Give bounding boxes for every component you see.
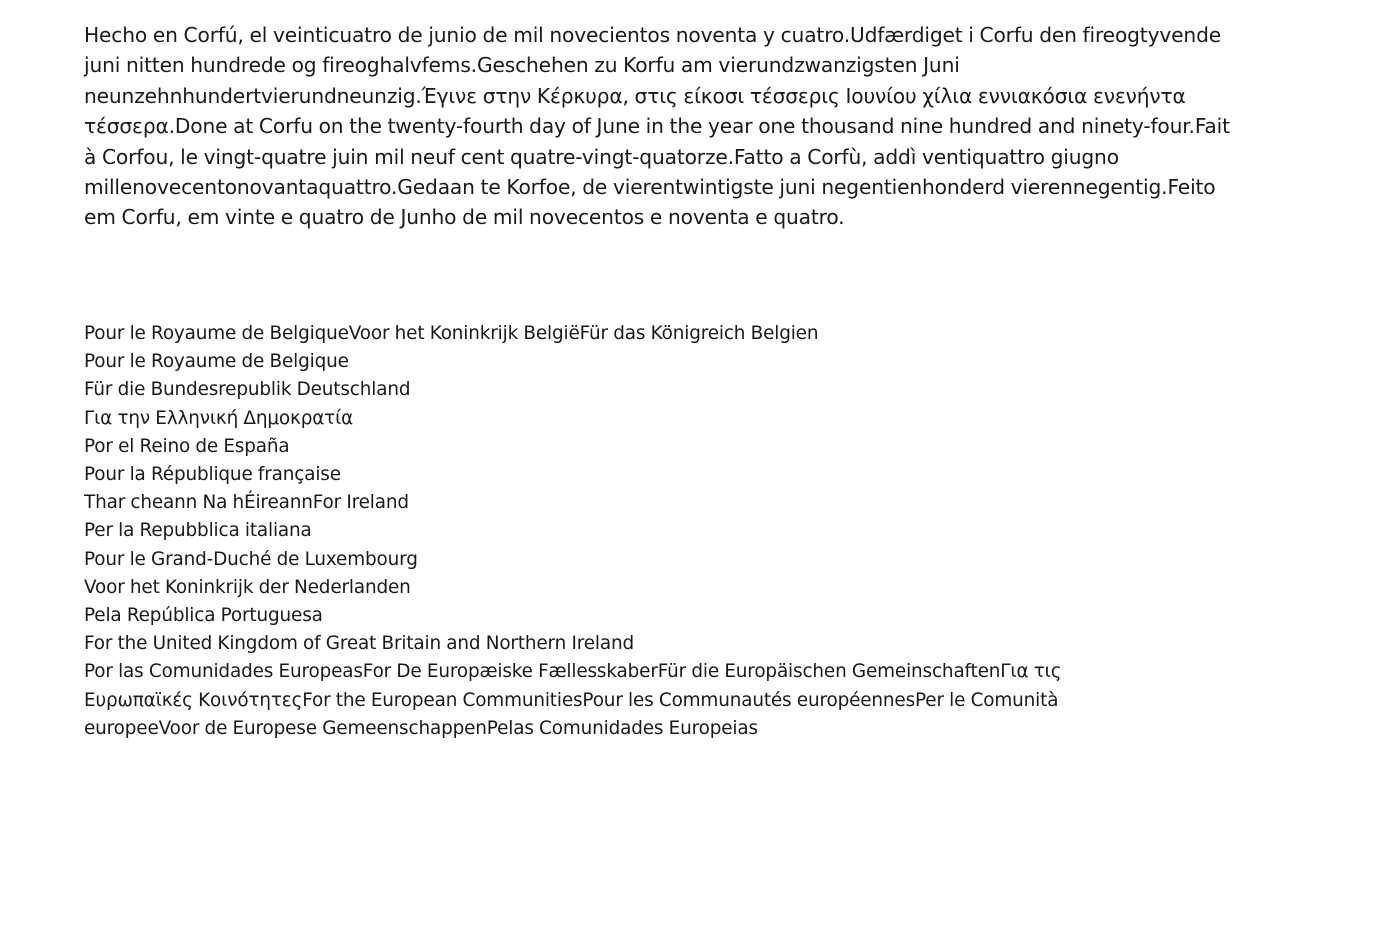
signatory-luxembourg: Pour le Grand-Duché de Luxembourg — [84, 548, 418, 570]
signatory-greece: Για την Ελληνική Δημοκρατία — [84, 407, 354, 429]
signatory-ireland: Thar cheann Na hÉireannFor Ireland — [84, 492, 409, 514]
signatory-belgium: Pour le Royaume de Belgique — [84, 351, 349, 373]
signatory-list — [84, 320, 1164, 743]
signatory-netherlands: Voor het Koninkrijk der Nederlanden — [84, 576, 411, 598]
signatory-italy: Per la Repubblica italiana — [84, 520, 312, 542]
signatory-united-kingdom: For the United Kingdom of Great Britain and Northern Ireland — [84, 633, 635, 655]
signatory-european-communities: Por las Comunidades EuropeasFor De Europæiske FællesskaberFür die Europäischen GemeinschaftenΓια τις Ευρωπαϊκές ΚοινότητεςFor the European CommunitiesPour les Communautés européennesPer le Comunità europeeVoor de Europese GemeenschappenPelas Comunidades Europeias — [84, 661, 1062, 739]
signatory-spain: Por el Reino de España — [84, 435, 290, 457]
signatory-france: Pour la République française — [84, 464, 341, 486]
signatory-portugal: Pela República Portuguesa — [84, 605, 323, 627]
concluding-formula: Hecho en Corfú, el veinticuatro de junio de mil novecientos noventa y cuatro.Udfærdiget i Corfu den fireogtyvende juni nitten hundrede og fireoghalvfems.Geschehen zu Korfu am vierundzwanzigsten Juni neunzehnhundertvierundneunzig.Έγινε στην Κέρκυρα, στις είκοσι τέσσερις Ιουνίου χίλια εννιακόσια ενενήντα τέσσερα.Done at Corfu on the twenty-fourth day of June in the year one thousand nine hundred and ninety-four.Fait à Corfou, le vingt-quatre juin mil neuf cent quatre-vingt-quatorze.Fatto a Corfù, addì ventiquattro giugno millenovecentonovantaquattro.Gedaan te Korfoe, de vierentwintigste juni negentienhonderd vierennegentig.Feito em Corfu, em vinte e quatro de Junho de mil novecentos e noventa e quatro. — [84, 23, 1230, 230]
signatory-belgium-trilingual: Pour le Royaume de BelgiqueVoor het Koninkrijk BelgiëFür das Königreich Belgien — [84, 323, 819, 344]
signatory-germany: Für die Bundesrepublik Deutschland — [84, 379, 411, 401]
